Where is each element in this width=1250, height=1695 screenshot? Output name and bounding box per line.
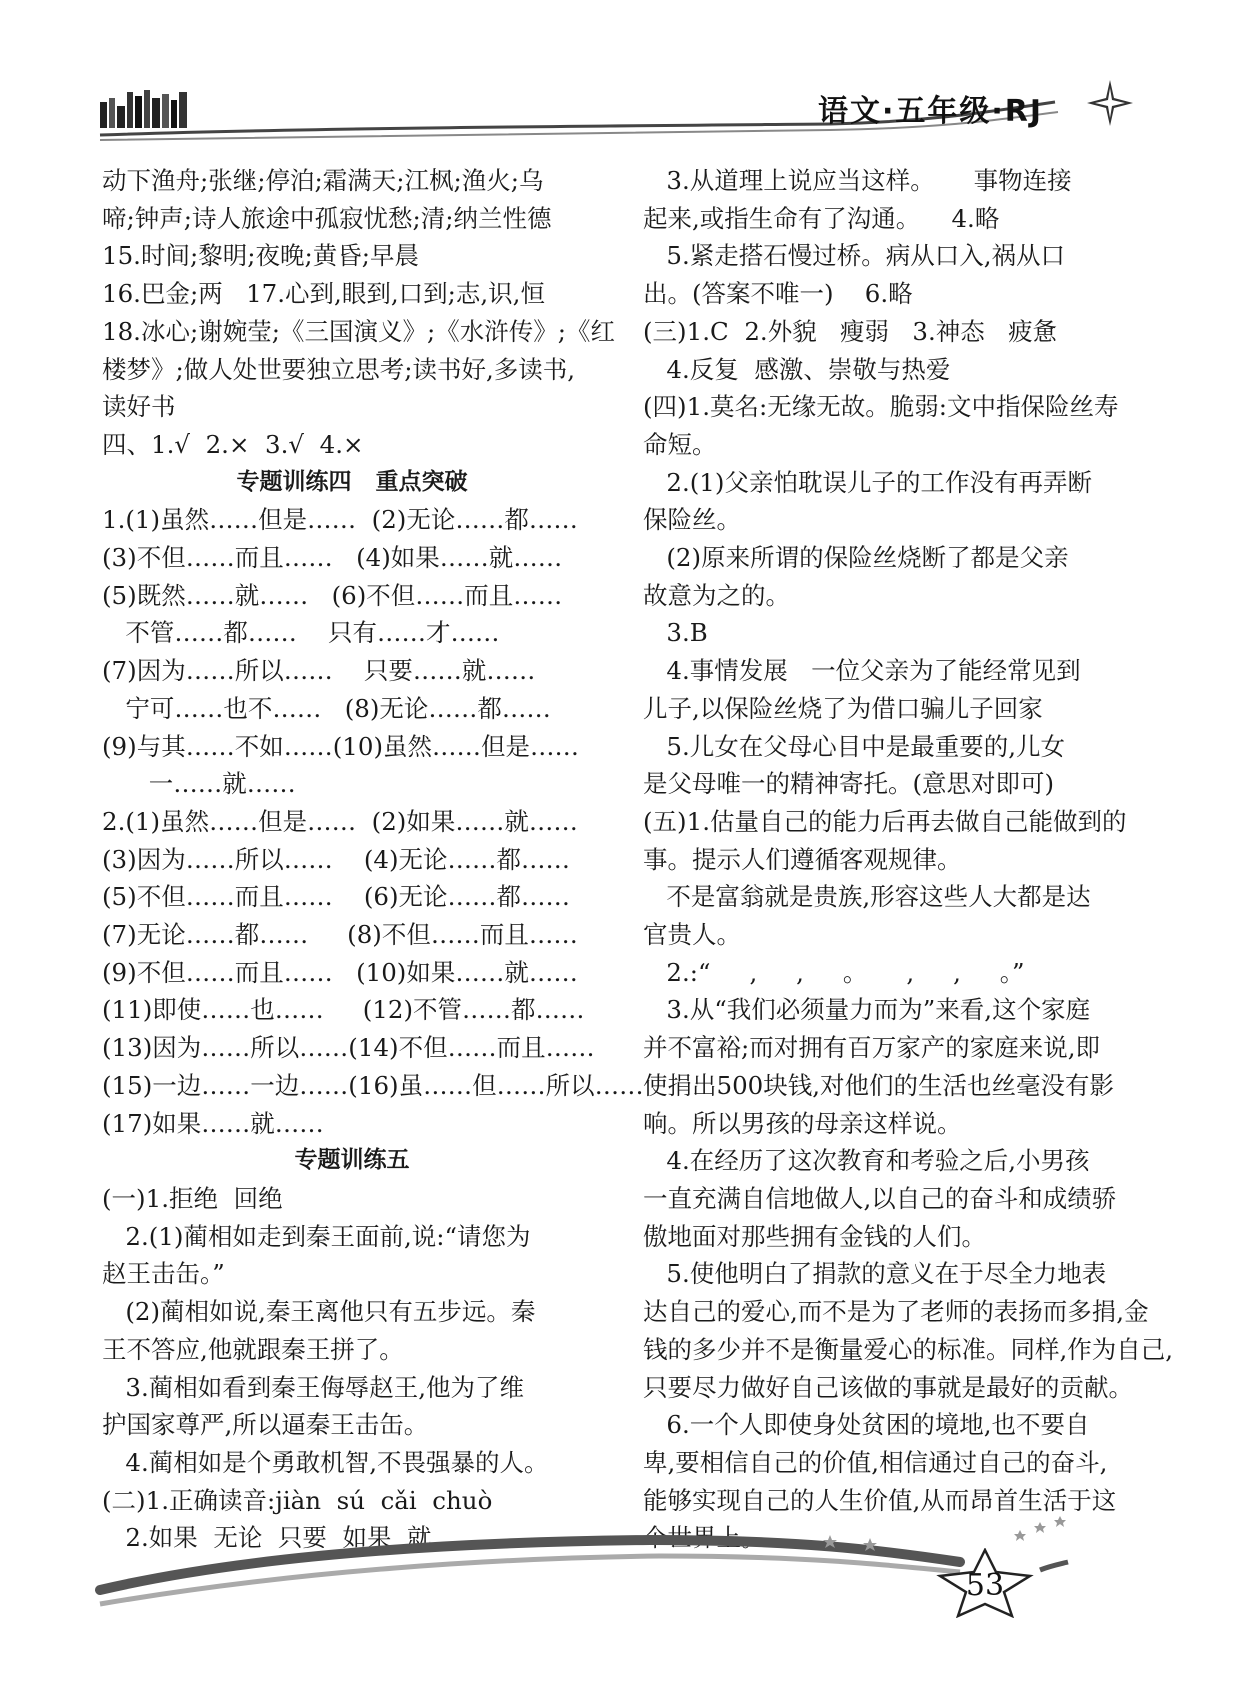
text-line: 1.(1)虽然……但是…… (2)无论……都…… [102, 505, 578, 535]
text-line: 3.从“我们必须量力而为”来看,这个家庭 [643, 995, 1091, 1025]
text-line: (5)不但……而且…… (6)无论……都…… [102, 882, 571, 912]
text-line: 出。(答案不唯一) 6.略 [643, 279, 913, 309]
text-line: 动下渔舟;张继;停泊;霜满天;江枫;渔火;乌 [102, 166, 544, 195]
text-line: 达自己的爱心,而不是为了老师的表扬而多捐,金 [643, 1297, 1149, 1327]
text-line: (17)如果……就…… [102, 1108, 324, 1138]
text-line: (9)不但……而且…… (10)如果……就…… [102, 957, 578, 987]
section-heading: 专题训练五 [294, 1147, 410, 1174]
text-line: 2.(1)虽然……但是…… (2)如果……就…… [102, 806, 578, 836]
text-line: 傲地面对那些拥有金钱的人们。 [643, 1221, 986, 1251]
text-line: 啼;钟声;诗人旅途中孤寂忧愁;清;纳兰性德 [102, 203, 552, 233]
text-line: (3)因为……所以…… (4)无论……都…… [102, 844, 571, 874]
text-line: 一……就…… [102, 769, 296, 799]
text-line: (9)与其……不如……(10)虽然……但是…… [102, 731, 579, 761]
text-line: 官贵人。 [643, 920, 741, 950]
text-line: 保险丝。 [643, 505, 741, 535]
left-column [102, 162, 644, 1557]
text-line: (二)1.正确读音:jiàn sú cǎi chuò [102, 1485, 493, 1515]
text-line: (7)因为……所以…… 只要……就…… [102, 656, 536, 686]
text-line: 6.一个人即使身处贫困的境地,也不要自 [643, 1410, 1090, 1440]
text-line: 4.反复 感激、崇敬与热爱 [643, 354, 951, 384]
right-column [643, 162, 1174, 1557]
header-title: 语文·五年级·RJ [818, 94, 1044, 129]
page-header [0, 0, 1250, 150]
footer-swoosh [0, 1500, 1250, 1695]
text-line: 事。提示人们遵循客观规律。 [643, 844, 962, 874]
text-line: (3)不但……而且…… (4)如果……就…… [102, 543, 563, 573]
text-line: 2.如果 无论 只要 如果 就 [102, 1523, 432, 1553]
text-line: 使捐出500块钱,对他们的生活也丝毫没有影 [643, 1070, 1115, 1100]
text-line: 钱的多少并不是衡量爱心的标准。同样,作为自己, [643, 1334, 1174, 1364]
text-line: 18.冰心;谢婉莹;《三国演义》;《水浒传》;《红 [102, 316, 615, 346]
text-line: 读好书 [102, 392, 176, 422]
text-line: 不管……都…… 只有……才…… [102, 618, 500, 648]
text-line: 响。所以男孩的母亲这样说。 [643, 1108, 962, 1138]
text-line: 儿子,以保险丝烧了为借口骗儿子回家 [643, 693, 1043, 723]
text-line: (2)蔺相如说,秦王离他只有五步远。秦 [102, 1297, 536, 1327]
section-heading: 专题训练四 重点突破 [236, 468, 468, 495]
text-line: 一直充满自信地做人,以自己的奋斗和成绩骄 [643, 1183, 1117, 1213]
text-line: 卑,要相信自己的价值,相信通过自己的奋斗, [643, 1447, 1108, 1477]
text-line: (一)1.拒绝 回绝 [102, 1183, 283, 1213]
text-line: 16.巴金;两 17.心到,眼到,口到;志,识,恒 [102, 279, 545, 309]
text-line: 起来,或指生命有了沟通。 4.略 [643, 203, 1000, 233]
text-line: (四)1.莫名:无缘无故。脆弱:文中指保险丝寿 [643, 392, 1119, 422]
text-line: 能够实现自己的人生价值,从而昂首生活于这 [643, 1485, 1117, 1515]
text-line: 只要尽力做好自己该做的事就是最好的贡献。 [643, 1372, 1133, 1402]
text-line: 是父母唯一的精神寄托。(意思对即可) [643, 769, 1055, 799]
text-line: 5.紧走搭石慢过桥。病从口入,祸从口 [643, 241, 1066, 271]
text-line: (11)即使……也…… (12)不管……都…… [102, 995, 585, 1025]
header-swoosh [0, 0, 1250, 150]
text-line: (15)一边……一边……(16)虽……但……所以…… [102, 1070, 644, 1100]
text-line: 命短。 [643, 429, 717, 459]
text-line: 故意为之的。 [643, 580, 790, 610]
text-line: 个世界上。 [643, 1523, 766, 1553]
text-line: 楼梦》;做人处世要独立思考;读书好,多读书, [102, 354, 576, 384]
text-line: 4.在经历了这次教育和考验之后,小男孩 [643, 1146, 1090, 1176]
star-icon [1085, 78, 1135, 128]
text-line: 15.时间;黎明;夜晚;黄昏;早晨 [102, 241, 419, 271]
text-line: (五)1.估量自己的能力后再去做自己能做到的 [643, 806, 1127, 836]
text-line: 5.儿女在父母心目中是最重要的,儿女 [643, 731, 1066, 761]
text-line: 4.事情发展 一位父亲为了能经常见到 [643, 656, 1081, 686]
text-line: 2.(1)父亲怕耽误儿子的工作没有再弄断 [643, 467, 1092, 497]
text-line: (5)既然……就…… (6)不但……而且…… [102, 580, 563, 610]
text-line: (三)1.C 2.外貌 瘦弱 3.神态 疲惫 [643, 316, 1058, 346]
text-line: (13)因为……所以……(14)不但……而且…… [102, 1033, 595, 1063]
text-line: (2)原来所谓的保险丝烧断了都是父亲 [643, 543, 1069, 573]
text-line: 四、1.√ 2.× 3.√ 4.× [102, 429, 364, 459]
text-line: 王不答应,他就跟秦王拼了。 [102, 1334, 404, 1364]
text-line: 赵王击缶。” [102, 1259, 225, 1289]
text-line: 5.使他明白了捐款的意义在于尽全力地表 [643, 1259, 1107, 1289]
text-line: 不是富翁就是贵族,形容这些人大都是达 [643, 882, 1091, 912]
page-number: 53 [965, 1568, 1005, 1603]
text-line: 2.(1)蔺相如走到秦王面前,说:“请您为 [102, 1221, 531, 1251]
page-footer [0, 1500, 1250, 1695]
text-line: 3.B [643, 618, 708, 648]
text-line: 2.:“ , , 。 , , 。” [643, 957, 1025, 987]
text-line: 3.蔺相如看到秦王侮辱赵王,他为了维 [102, 1372, 525, 1402]
text-line: 并不富裕;而对拥有百万家产的家庭来说,即 [643, 1033, 1101, 1063]
text-line: (7)无论……都…… (8)不但……而且…… [102, 920, 578, 950]
text-line: 4.蔺相如是个勇敢机智,不畏强暴的人。 [102, 1447, 549, 1477]
text-line: 宁可……也不…… (8)无论……都…… [102, 693, 551, 723]
text-line: 3.从道理上说应当这样。 事物连接 [643, 166, 1072, 195]
text-line: 护国家尊严,所以逼秦王击缶。 [102, 1410, 429, 1440]
